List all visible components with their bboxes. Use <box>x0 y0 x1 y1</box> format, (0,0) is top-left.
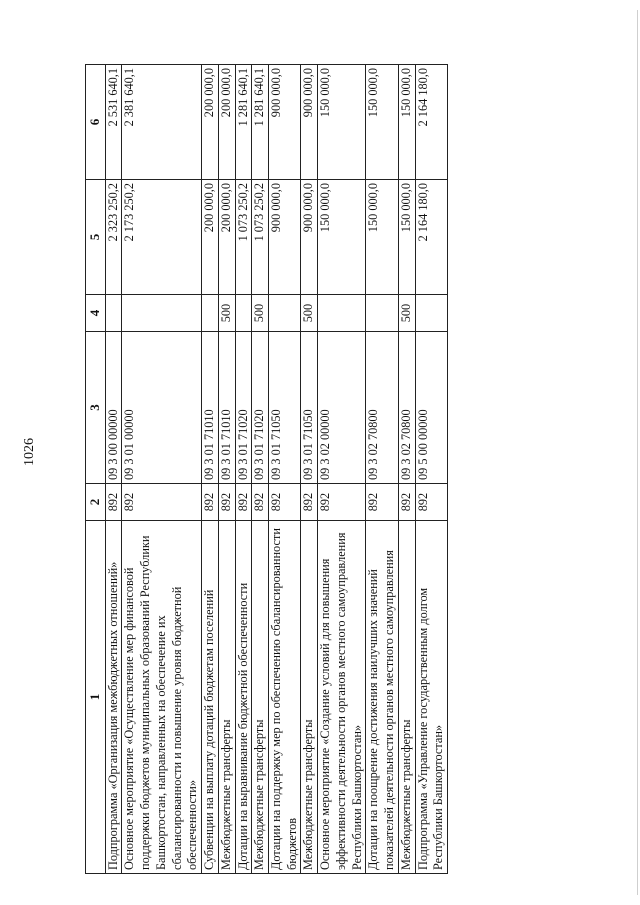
row-ministry: 892 <box>202 484 219 521</box>
row-sum-2: 150 000,0 <box>318 65 366 180</box>
table-row <box>366 65 398 874</box>
row-csr: 09 5 00 00000 <box>415 332 447 484</box>
row-csr: 09 3 01 71010 <box>202 332 219 484</box>
row-csr: 09 3 02 00000 <box>318 332 366 484</box>
row-sum-1: 2 323 250,2 <box>105 180 122 295</box>
row-ministry: 892 <box>218 484 235 521</box>
header-col-6: 6 <box>86 65 106 180</box>
table-row <box>122 65 202 874</box>
row-ministry: 892 <box>398 484 415 521</box>
row-csr: 09 3 01 00000 <box>122 332 202 484</box>
row-vr: 500 <box>301 295 318 332</box>
row-vr <box>235 295 252 332</box>
row-sum-1: 150 000,0 <box>366 180 398 295</box>
row-sum-1: 200 000,0 <box>202 180 219 295</box>
rotated-table-container <box>85 64 555 874</box>
row-vr: 500 <box>252 295 269 332</box>
table-row <box>398 65 415 874</box>
row-sum-1: 2 164 180,0 <box>415 180 447 295</box>
row-vr <box>415 295 447 332</box>
row-name: Межбюджетные трансферты <box>218 521 235 874</box>
row-sum-2: 900 000,0 <box>268 65 300 180</box>
row-sum-2: 2 381 640,1 <box>122 65 202 180</box>
row-sum-1: 1 073 250,2 <box>252 180 269 295</box>
row-vr <box>268 295 300 332</box>
row-csr: 09 3 01 71020 <box>252 332 269 484</box>
row-name: Межбюджетные трансферты <box>301 521 318 874</box>
row-sum-2: 1 281 640,1 <box>235 65 252 180</box>
row-sum-1: 900 000,0 <box>268 180 300 295</box>
row-name: Межбюджетные трансферты <box>398 521 415 874</box>
header-col-5: 5 <box>86 180 106 295</box>
row-ministry: 892 <box>415 484 447 521</box>
table-row <box>202 65 219 874</box>
header-col-3: 3 <box>86 332 106 484</box>
table-row <box>218 65 235 874</box>
row-sum-1: 900 000,0 <box>301 180 318 295</box>
table-row <box>235 65 252 874</box>
table-row <box>268 65 300 874</box>
row-csr: 09 3 02 70800 <box>366 332 398 484</box>
row-csr: 09 3 01 71010 <box>218 332 235 484</box>
row-name: Дотации на поддержку мер по обеспечению сбалансированности бюджетов <box>268 521 300 874</box>
row-csr: 09 3 01 71020 <box>235 332 252 484</box>
row-name: Подпрограмма «Управление государственным долгом Республики Башкортостан» <box>415 521 447 874</box>
row-sum-2: 900 000,0 <box>301 65 318 180</box>
row-csr: 09 3 02 70800 <box>398 332 415 484</box>
row-csr: 09 3 01 71050 <box>301 332 318 484</box>
row-sum-1: 150 000,0 <box>398 180 415 295</box>
row-name: Подпрограмма «Организация межбюджетных отношений» <box>105 521 122 874</box>
table-header-row <box>86 65 106 874</box>
table-row <box>415 65 447 874</box>
row-ministry: 892 <box>366 484 398 521</box>
row-vr <box>105 295 122 332</box>
row-sum-2: 200 000,0 <box>202 65 219 180</box>
row-sum-2: 2 164 180,0 <box>415 65 447 180</box>
row-vr <box>122 295 202 332</box>
header-col-4: 4 <box>86 295 106 332</box>
row-sum-1: 1 073 250,2 <box>235 180 252 295</box>
row-ministry: 892 <box>268 484 300 521</box>
row-vr: 500 <box>398 295 415 332</box>
budget-table <box>85 64 448 874</box>
row-ministry: 892 <box>252 484 269 521</box>
header-col-2: 2 <box>86 484 106 521</box>
row-vr: 500 <box>218 295 235 332</box>
row-ministry: 892 <box>318 484 366 521</box>
row-sum-2: 150 000,0 <box>398 65 415 180</box>
row-vr <box>318 295 366 332</box>
row-name: Основное мероприятие «Осуществление мер финансовой поддержки бюджетов муниципальных образований Республики Башкортостан, направленных на обеспечение их сбалансированности и повышение уровня бюджетной обеспеченности» <box>122 521 202 874</box>
row-ministry: 892 <box>105 484 122 521</box>
row-name: Межбюджетные трансферты <box>252 521 269 874</box>
row-sum-2: 150 000,0 <box>366 65 398 180</box>
row-name: Дотации на поощрение достижения наилучших значений показателей деятельности органов местного самоуправления <box>366 521 398 874</box>
scan-edge-line <box>637 10 638 895</box>
row-sum-1: 150 000,0 <box>318 180 366 295</box>
row-csr: 09 3 01 71050 <box>268 332 300 484</box>
table-row <box>318 65 366 874</box>
table-row <box>105 65 122 874</box>
row-vr <box>366 295 398 332</box>
row-sum-1: 2 173 250,2 <box>122 180 202 295</box>
row-sum-2: 1 281 640,1 <box>252 65 269 180</box>
header-col-1: 1 <box>86 521 106 874</box>
table-row <box>252 65 269 874</box>
row-sum-2: 200 000,0 <box>218 65 235 180</box>
row-name: Дотации на выравнивание бюджетной обеспеченности <box>235 521 252 874</box>
row-ministry: 892 <box>301 484 318 521</box>
row-name: Субвенции на выплату дотаций бюджетам поселений <box>202 521 219 874</box>
row-vr <box>202 295 219 332</box>
row-ministry: 892 <box>235 484 252 521</box>
row-sum-2: 2 531 640,1 <box>105 65 122 180</box>
row-sum-1: 200 000,0 <box>218 180 235 295</box>
row-name: Основное мероприятие «Создание условий для повышения эффективности деятельности органов местного самоуправления Республики Башкортостан» <box>318 521 366 874</box>
page-number: 1026 <box>22 438 37 466</box>
row-ministry: 892 <box>122 484 202 521</box>
table-row <box>301 65 318 874</box>
row-csr: 09 3 00 00000 <box>105 332 122 484</box>
